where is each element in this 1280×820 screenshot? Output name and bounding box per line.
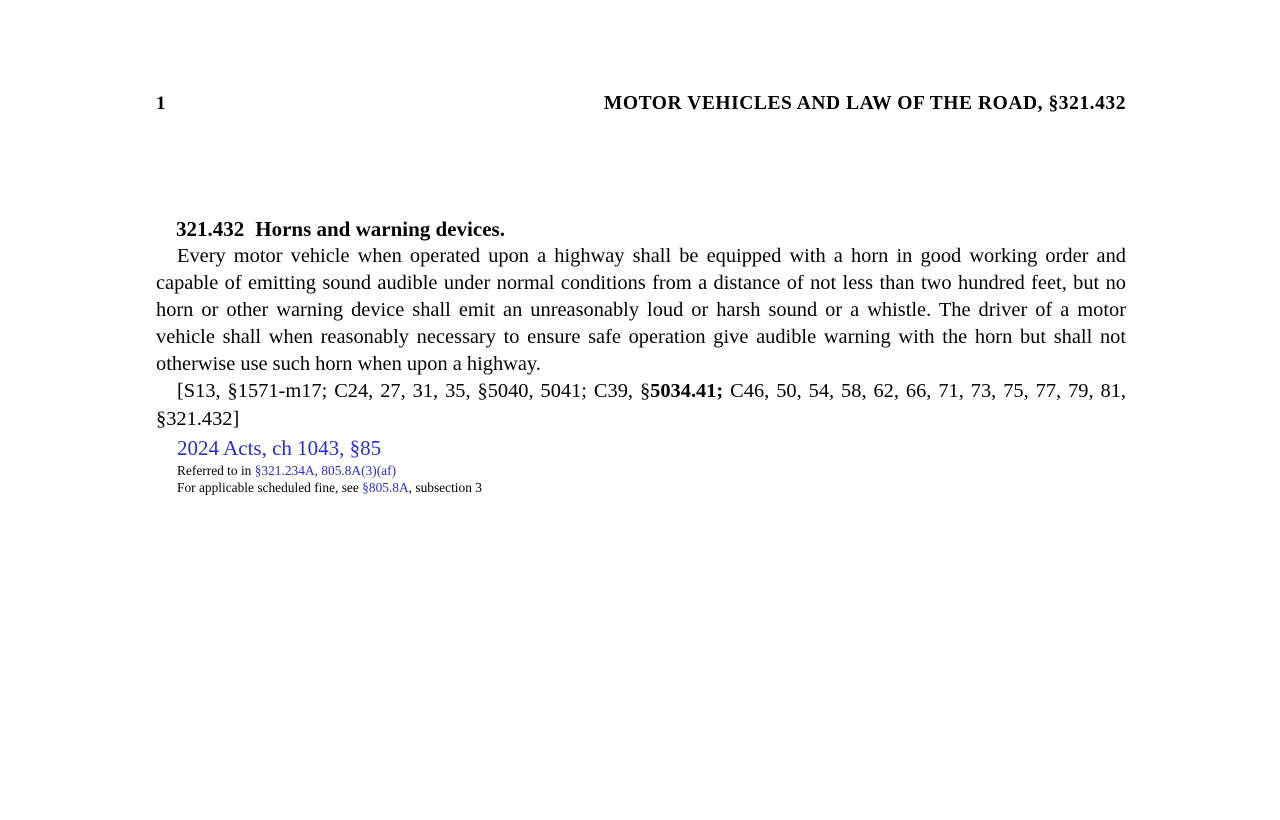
section-body-paragraph: Every motor vehicle when operated upon a highway shall be equipped with a horn in good working order and capable of emitting sound audible under normal conditions from a distance of not less than two hundred feet, but no horn or other warning device shall emit an unreasonably loud or harsh sound or a whistle. The driver of a motor vehicle shall when reasonably necessary to ensure safe operation give audible warning with the horn but shall not otherwise use such horn when upon a highway.	[156, 245, 1126, 376]
acts-citation-link[interactable]: 2024 Acts, ch 1043, §85	[177, 435, 382, 460]
history-bold-citation: 5034.41;	[650, 380, 724, 403]
referred-to-in-line	[177, 461, 1126, 480]
scheduled-fine-label: For applicable scheduled fine, see	[177, 480, 363, 496]
referred-to-in-label: Referred to in	[177, 462, 255, 478]
section-number: 321.432	[176, 217, 245, 241]
header-title: MOTOR VEHICLES AND LAW OF THE ROAD, §321.432	[603, 93, 1126, 114]
running-header	[156, 94, 1126, 122]
scheduled-fine-link[interactable]: §805.8A	[362, 480, 409, 496]
history-part-1: [S13, §1571-m17; C24, 27, 31, 35, §5040, 5041; C39, §	[177, 380, 651, 403]
section-heading	[176, 216, 1126, 243]
section-content	[156, 216, 1126, 497]
section-heading-text: Horns and warning devices.	[255, 217, 505, 241]
referred-to-in-links[interactable]: §321.234A, 805.8A(3)(af)	[254, 462, 397, 478]
header-page-number: 1	[156, 93, 166, 114]
history-part-2: C46, 50, 54, 58, 62, 66, 71, 73, 75, 77, 79, 81, §321.432]	[156, 380, 1126, 430]
scheduled-fine-suffix: , subsection 3	[408, 480, 482, 496]
scheduled-fine-line	[177, 479, 1126, 497]
history-citation-line	[156, 378, 1126, 432]
